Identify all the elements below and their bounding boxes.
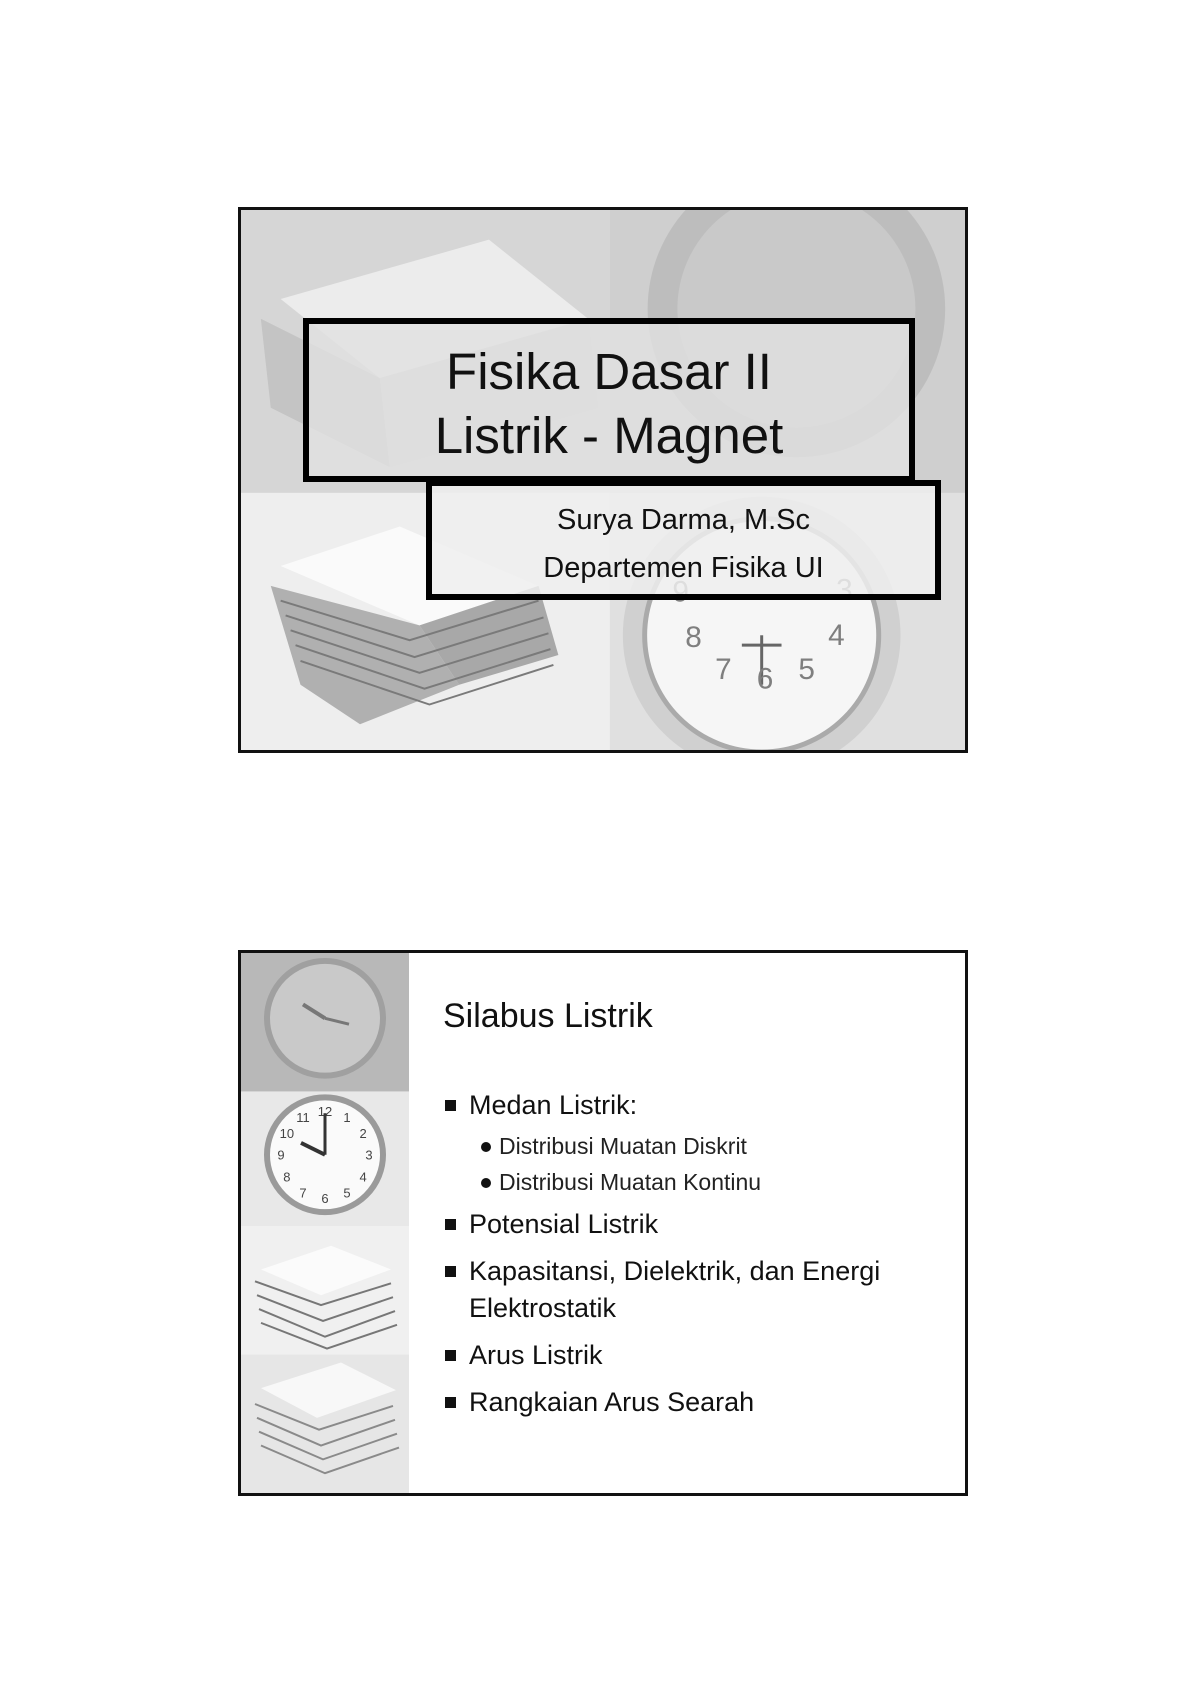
- clock-numeral: 4: [359, 1169, 367, 1185]
- author-name: Surya Darma, M.Sc: [557, 504, 810, 536]
- clock-numeral: 6: [321, 1191, 329, 1207]
- clock-numeral: 5: [798, 652, 815, 686]
- clock-numeral: 9: [277, 1147, 285, 1163]
- syllabus-item: Kapasitansi, Dielektrik, dan Energi Elektrostatik: [443, 1253, 943, 1327]
- author-box: [426, 480, 941, 600]
- clock-numeral: 6: [756, 662, 774, 696]
- clock-numeral: 8: [283, 1169, 291, 1185]
- clock-numeral: 4: [828, 619, 845, 653]
- clock-numeral: 3: [365, 1147, 373, 1163]
- clock-numeral: 12: [317, 1104, 333, 1120]
- syllabus-subitem: Distribusi Muatan Diskrit: [443, 1130, 943, 1162]
- syllabus-list: [443, 1087, 943, 1431]
- title-box: [303, 318, 915, 482]
- clock-numeral: 10: [279, 1126, 295, 1141]
- clock-numeral: 11: [296, 1110, 310, 1126]
- title-line-2: Listrik - Magnet: [434, 407, 784, 464]
- syllabus-slide: [238, 950, 968, 1496]
- clock-numeral: 7: [299, 1185, 307, 1201]
- clock-numeral: 7: [715, 652, 732, 686]
- syllabus-subitem: Distribusi Muatan Kontinu: [443, 1166, 943, 1198]
- clock-numeral: 1: [343, 1110, 351, 1126]
- syllabus-item: Medan Listrik:: [443, 1087, 943, 1124]
- clock-numeral: 2: [359, 1126, 367, 1141]
- slide-title: Silabus Listrik: [443, 997, 653, 1035]
- side-photo-strip: [241, 953, 409, 1493]
- clock-numeral: 5: [343, 1185, 351, 1201]
- syllabus-item: Potensial Listrik: [443, 1206, 943, 1243]
- title-line-1: Fisika Dasar II: [446, 343, 772, 400]
- syllabus-item: Rangkaian Arus Searah: [443, 1384, 943, 1421]
- department-name: Departemen Fisika UI: [543, 552, 824, 584]
- clock-numeral: 8: [685, 621, 702, 655]
- title-slide: [238, 207, 968, 753]
- syllabus-item: Arus Listrik: [443, 1337, 943, 1374]
